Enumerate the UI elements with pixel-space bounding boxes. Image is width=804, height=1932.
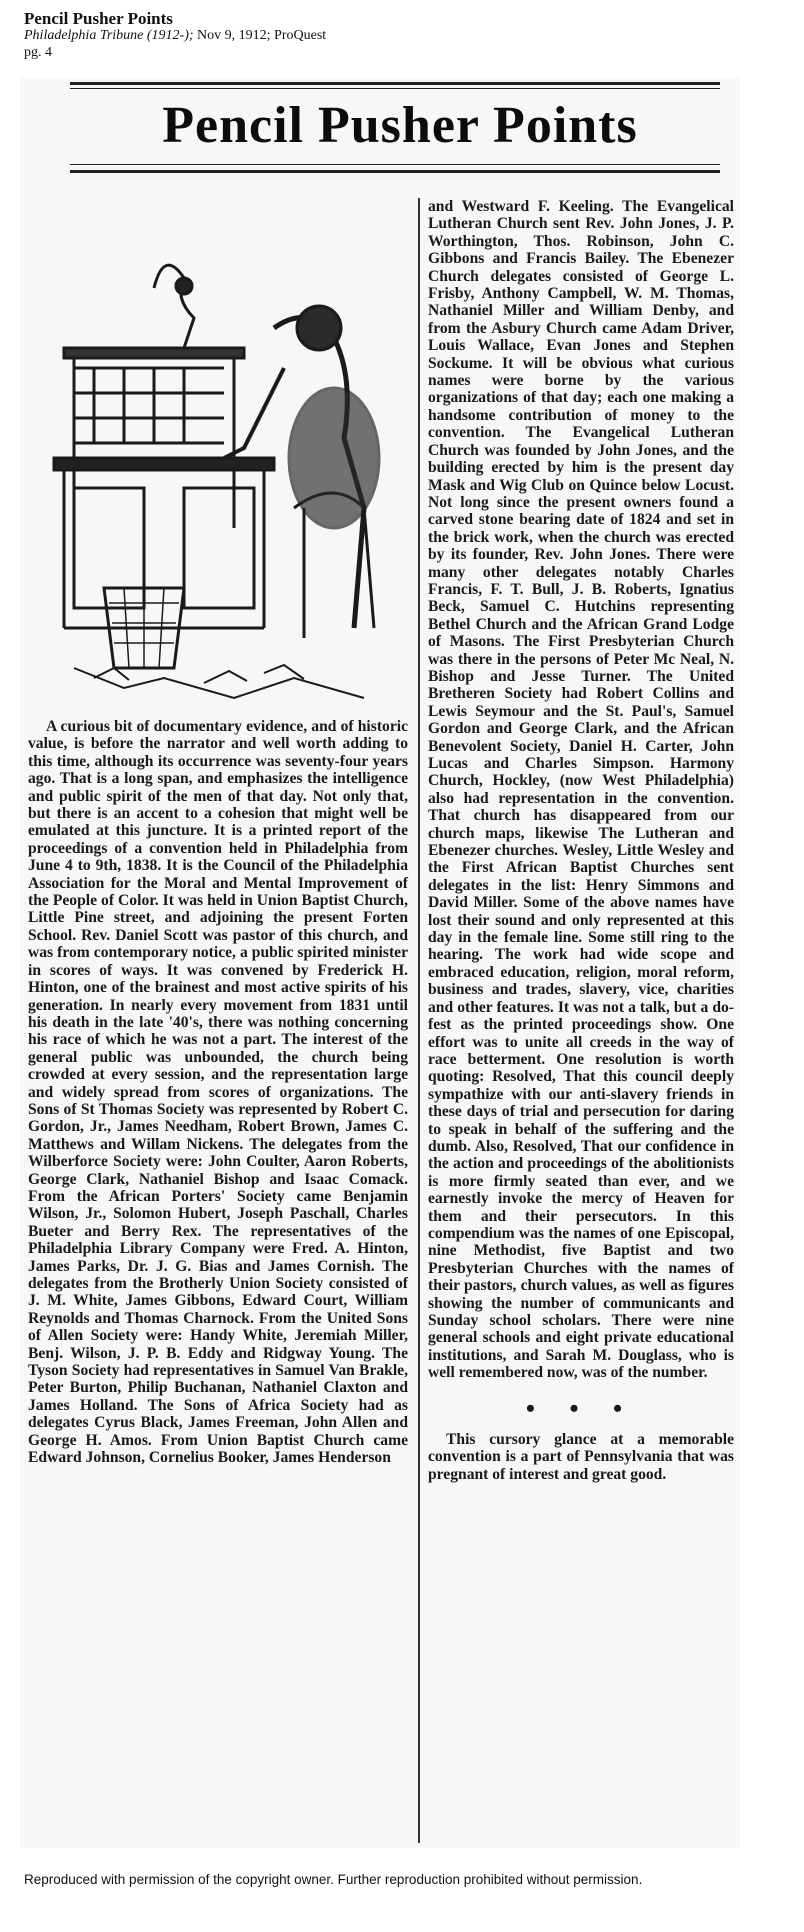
- section-separator: • • •: [525, 1393, 637, 1423]
- article-right-column: [428, 198, 734, 1487]
- headline-rule-thin: [70, 164, 720, 165]
- article-paragraph: A curious bit of documentary evidence, and of historic value, is before the narrator and well worth adding to this time, although its occurrence was seventy-four years ago. That is a long span, and emphasizes the intelligence and public spirit of the men of that day. Not only that, but there is an accent to a cohesion that might well be emulated at this juncture. It is a printed report of the proceedings of a convention held in Philadelphia from June 4 to 9th, 1838. It is the Council of the Philadelphia Association for the Moral and Mental Improvement of the People of Color. It was held in Union Baptist Church, Little Pine street, and adjoining the present Forten School. Rev. Daniel Scott was pastor of this church, and was from contemporary notice, a public spirited minister in scores of ways. It was convened by Frederick H. Hinton, one of the brainest and most active spirits of his generation. In nearly every movement from 1831 until his death in the late '40's, there was nothing concerning his race of which he was not a part. The interest of the general public was unbounded, the church being crowded at every session, and the representation large and widely spread from scores of organizations. The Sons of St Thomas Society was represented by Robert C. Gordon, Jr., James Needham, Robert Brown, James C. Matthews and Willam Nickens. The delegates from the Wilberforce Society were: John Coulter, Aaron Roberts, George Clark, Nathaniel Bishop and Isaac Comack. From the African Porters' Society came Benjamin Wilson, Jr., Solomon Hubert, Joseph Paschall, Charles Bueter and Berry Rex. The representatives of the Philadelphia Library Company were Fred. A. Hinton, James Parks, Dr. J. G. Bias and James Cornish. The delegates from the Brotherly Union Society consisted of J. M. White, James Gibbons, Edward Court, William Reynolds and Thomas Charnock. From the United Sons of Allen Society were: Handy White, Jeremiah Miller, Benj. Wilson, J. P. B. Eddy and Ridgway Young. The Tyson Society had representatives in Samuel Van Brakle, Peter Burton, Philip Buchanan, Nathaniel Claxton and James Holland. The Sons of Africa Society had as delegates Cyrus Black, James Freeman, John Allen and George H. Amos. From Union Baptist Church came Edward Johnson, Cornelius Booker, James Henderson: [28, 718, 408, 1467]
- article-left-column: [28, 718, 408, 1470]
- citation-source: Philadelphia Tribune (1912-);: [24, 28, 194, 43]
- citation-block: [24, 10, 326, 61]
- newspaper-clipping: [20, 78, 740, 1848]
- closing-paragraph: This cursory glance at a memorable convention is a part of Pennsylvania that was pregnant of interest and great good.: [428, 1431, 734, 1483]
- citation-page: pg. 4: [24, 45, 52, 60]
- citation-title: Pencil Pusher Points: [24, 9, 173, 28]
- top-rule-thin: [70, 88, 720, 89]
- top-rule: [70, 82, 720, 85]
- column-divider: [418, 198, 420, 1843]
- headline: Pencil Pusher Points: [162, 96, 638, 154]
- citation-date: Nov 9, 1912; ProQuest: [193, 28, 327, 43]
- copyright-footer: Reproduced with permission of the copyright owner. Further reproduction prohibited without permission.: [24, 1872, 643, 1887]
- headline-rule: [70, 170, 720, 173]
- article-paragraph: and Westward F. Keeling. The Evangelical Lutheran Church sent Rev. John Jones, J. P. Worthington, Thos. Robinson, John C. Gibbons and Francis Bailey. The Ebenezer Church delegates consisted of George L. Frisby, Anthony Campbell, W. M. Thomas, Nathaniel Miller and William Denby, and from the Asbury Church came Adam Driver, Louis Wallace, Evan Jones and Stephen Sockume. It will be obvious what curious names were borne by the various organizations of that day; each one making a handsome contribution of money to the convention. The Evangelical Lutheran Church was founded by John Jones, and the building erected by him is the present day Mask and Wig Club on Quince below Locust. Not long since the present owners found a carved stone bearing date of 1824 and set in the brick work, when the church was erected by its founder, Rev. John Jones. There were many other delegates notably Charles Francis, F. T. Bull, J. B. Roberts, Ignatius Beck, Samuel C. Hutchins representing Bethel Church and the African Grand Lodge of Masons. The First Presbyterian Church was there in the persons of Peter Mc Neal, N. Bishop and Jesse Turner. The United Bretheren Society had Robert Collins and Lewis Seymour and the St. Paul's, Samuel Gordon and George Clark, and the African Benevolent Society, Daniel H. Carter, John Lucas and Charles Simpson. Harmony Church, Hockley, (now West Philadelphia) also had representation in the convention. That church has disappeared from our church maps, likewise The Lutheran and Ebenezer churches. Wesley, Little Wesley and the First African Baptist Churches sent delegates in the list: Henry Simmons and David Miller. Some of the above names have lost their sound and only represented at this day in the female line. Some still ring to the hearing. The work had wide scope and embraced education, religion, moral reform, business and trades, slavery, vice, charities and other features. It was not a talk, but a do-fest as the printed proceedings show. One effort was to unite all creeds in the way of race betterment. One resolution is worth quoting: Resolved, That this council deeply sympathize with our anti-slavery friends in these days of trial and persecution for daring to speak in behalf of the suffering and the dumb. Also, Resolved, That our confidence in the action and proceedings of the abolitionists is more firmly seated than ever, and we earnestly invoke the mercy of Heaven for them and their persecutors. In this compendium was the names of one Episcopal, nine Methodist, five Baptist and two Presbyterian Churches with the names of their pastors, church values, as well as figures showing the number of communicants and Sunday school scholars. There were nine general schools and eight private educational institutions, and Sarah M. Douglass, who is well remembered now, was of the number.: [428, 198, 734, 1382]
- writer-at-desk-icon: [34, 208, 404, 708]
